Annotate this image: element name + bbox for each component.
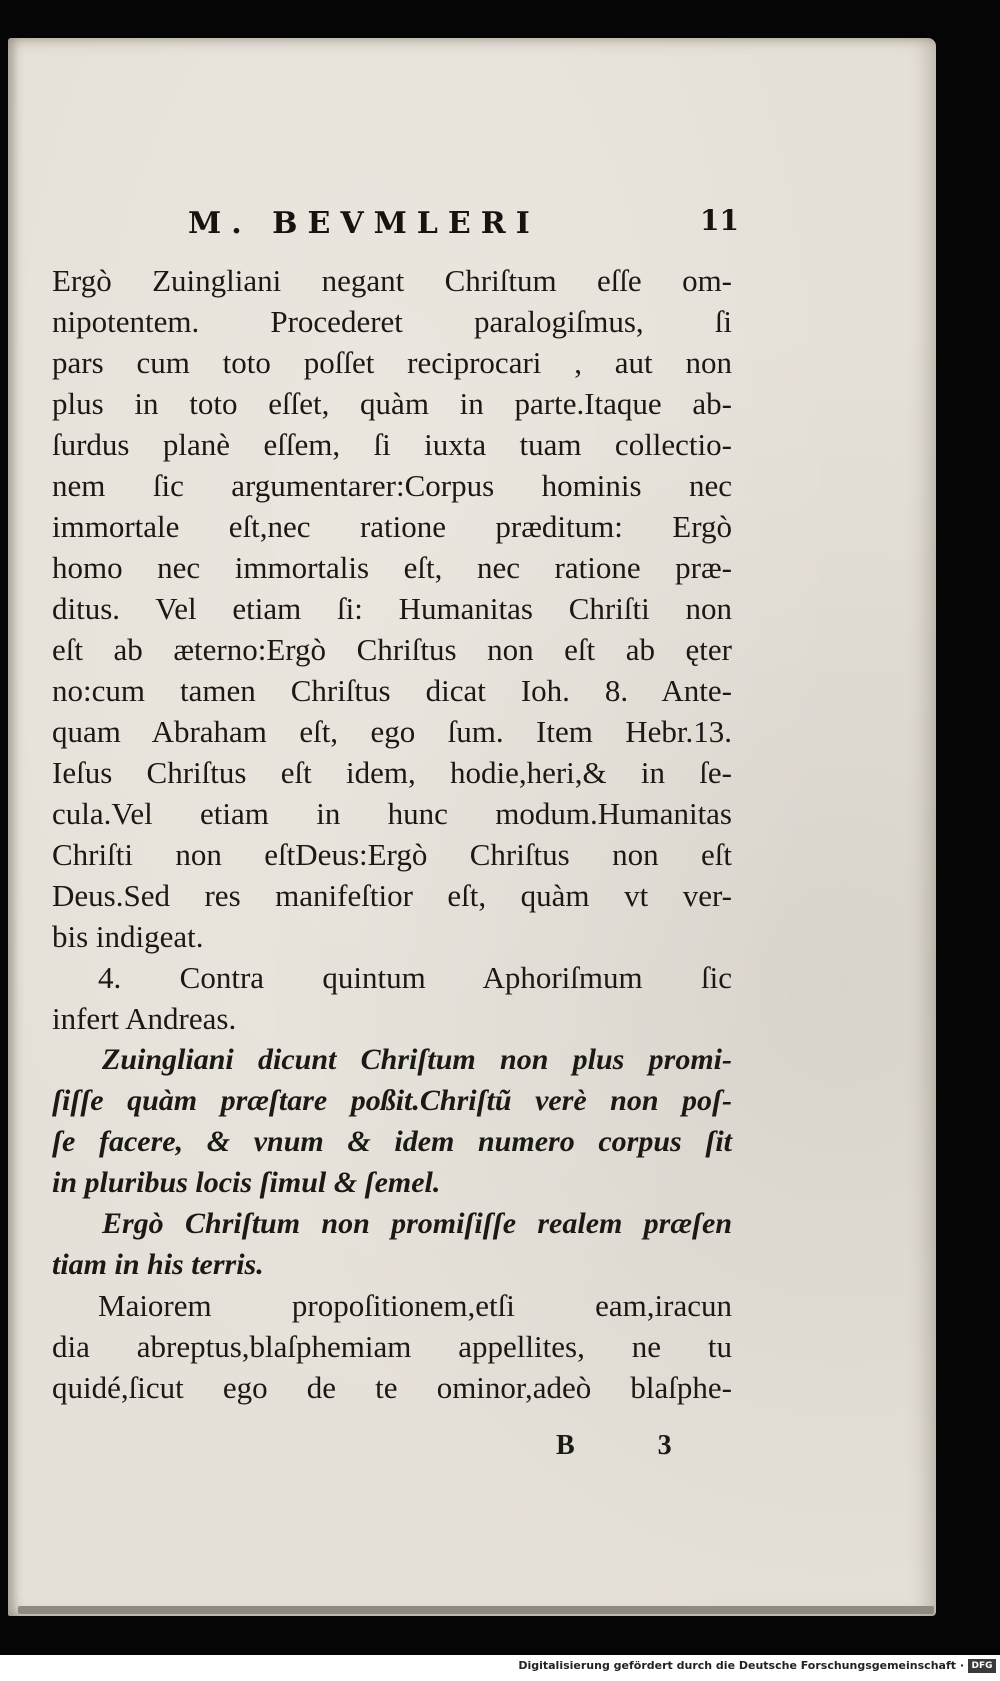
text-line: homo nec immortalis eſt, nec ratione præ- xyxy=(52,550,732,585)
running-head: M. BEVMLERI xyxy=(188,206,540,241)
text-line: eſt ab æterno:Ergò Chriſtus non eſt ab ęter xyxy=(52,632,732,667)
dfg-logo: DFG xyxy=(968,1659,996,1673)
footer-credit: Digitalisierung gefördert durch die Deutsche Forschungsgemeinschaft · xyxy=(518,1659,964,1672)
text-line: no:cum tamen Chriſtus dicat Ioh. 8. Ante- xyxy=(52,673,732,708)
italic-quote-line: tiam in his terris. xyxy=(52,1248,264,1281)
body-text xyxy=(52,260,732,1408)
text-line: cula.Vel etiam in hunc modum.Humanitas xyxy=(52,796,732,831)
text-line: Maiorem propoſitionem,etſi eam,iracun xyxy=(98,1288,732,1323)
text-line: Ergò Zuingliani negant Chriſtum eſſe om- xyxy=(52,263,732,298)
text-line: Ieſus Chriſtus eſt idem, hodie,heri,& in ſe- xyxy=(52,755,732,790)
page-edge xyxy=(18,1606,934,1614)
italic-quote-line: ſe facere, & vnum & idem numero corpus ſit xyxy=(52,1125,732,1158)
text-line: nem ſic argumentarer:Corpus hominis nec xyxy=(52,468,732,503)
text-line: ſurdus planè eſſem, ſi iuxta tuam collectio- xyxy=(52,427,732,462)
text-line: immortale eſt,nec ratione præditum: Ergò xyxy=(52,509,732,544)
text-line: dia abreptus,blaſphemiam appellites, ne tu xyxy=(52,1329,732,1364)
text-line: infert Andreas. xyxy=(52,1001,237,1036)
text-line: bis indigeat. xyxy=(52,919,204,954)
signature-mark: B 3 xyxy=(556,1430,710,1461)
italic-quote-line: Ergò Chriſtum non promiſiſſe realem præſen xyxy=(102,1207,732,1240)
text-line: pars cum toto poſſet reciprocari , aut non xyxy=(52,345,732,380)
text-line: 4. Contra quintum Aphoriſmum ſic xyxy=(98,960,732,995)
text-line: quam Abraham eſt, ego ſum. Item Hebr.13. xyxy=(52,714,732,749)
text-line: plus in toto eſſet, quàm in parte.Itaque ab- xyxy=(52,386,732,421)
text-line: Chriſti non eſtDeus:Ergò Chriſtus non eſt xyxy=(52,837,732,872)
italic-quote-line: ſiſſe quàm præſtare poßit.Chriſtũ verè non poſ- xyxy=(52,1084,732,1117)
footer-credit-bar xyxy=(0,1655,1000,1681)
italic-quote-line: Zuingliani dicunt Chriſtum non plus promi- xyxy=(102,1043,732,1076)
text-line: ditus. Vel etiam ſi: Humanitas Chriſti non xyxy=(52,591,732,626)
italic-quote-line: in pluribus locis ſimul & ſemel. xyxy=(52,1166,441,1199)
book-page xyxy=(8,38,936,1616)
text-line: nipotentem. Procederet paralogiſmus, ſi xyxy=(52,304,732,339)
text-line: Deus.Sed res manifeſtior eſt, quàm vt ver- xyxy=(52,878,732,913)
text-line: quidé,ſicut ego de te ominor,adeò blaſphe- xyxy=(52,1370,732,1405)
page-number: 11 xyxy=(700,204,739,237)
